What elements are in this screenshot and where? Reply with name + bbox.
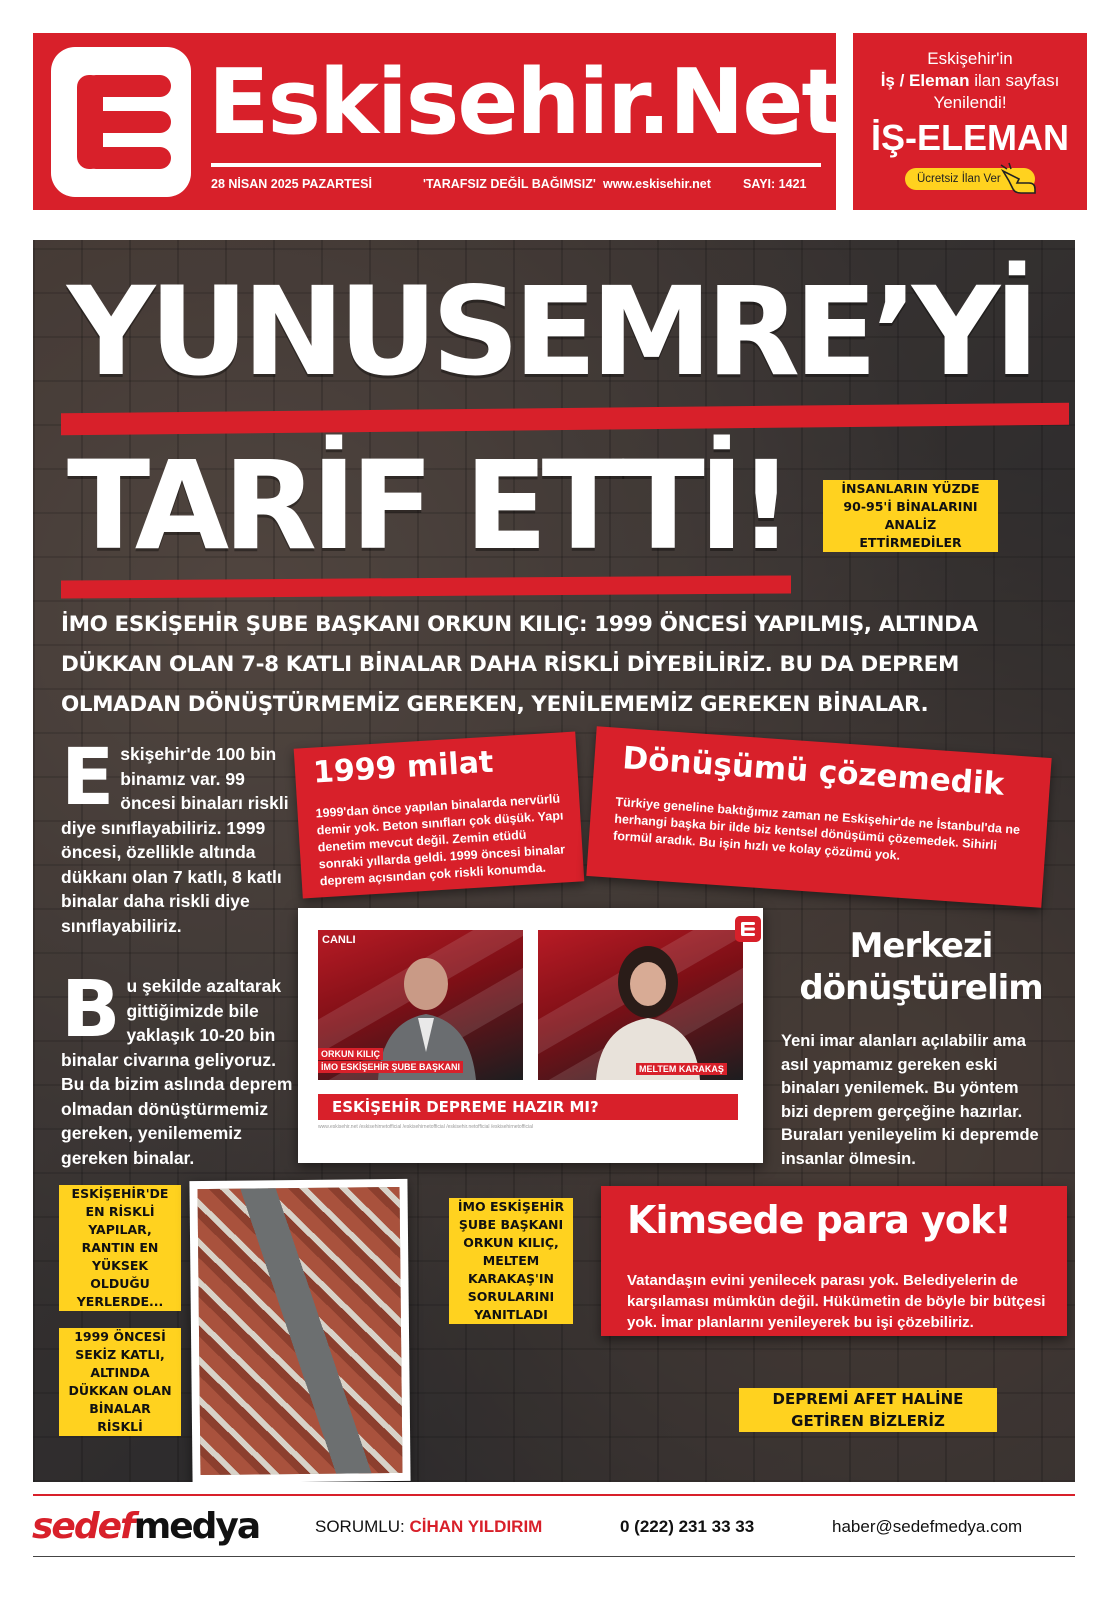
logo-part-1: sedef bbox=[32, 1506, 134, 1547]
tag-line: 1999 ÖNCESİ bbox=[74, 1329, 166, 1344]
box-body: 1999'dan önce yapılan binalarda nervürlü demir yok. Beton sınıfları çok düşük. Yapı denetim mevcut değil. Zemin etüdü sonraki yıllarda geldi. 1999 öncesi binalar deprem açısından çok riskli konumda. bbox=[315, 791, 566, 889]
left-column-paragraph-1 bbox=[61, 733, 301, 938]
merkezi-body: Yeni imar alanları açılabilir ama asıl yapmamız gereken eski binaları yenilemek. Bu yöntem bizi deprem gerçeğine hazırlar. Buraları yenileyelim ki depremde insanlar ölmesin. bbox=[781, 1032, 1039, 1168]
footer-top-rule bbox=[33, 1494, 1075, 1496]
tag-line: ALTINDA bbox=[90, 1365, 150, 1380]
tag-line: İNSANLARIN YÜZDE bbox=[841, 481, 980, 496]
ad-headline: İŞ-ELEMAN bbox=[871, 117, 1069, 158]
brand-name: Eskisehir.Net bbox=[208, 50, 843, 155]
box-body: Vatandaşın evini yenilecek parası yok. Belediyelerin de karşılaması mümkün değil. Hükümetin de böyle bir bütçesi yok. İmar planlarını yenileyerek bu işi çözebiliriz. bbox=[627, 1272, 1046, 1331]
ad-line-3: Yenilendi! bbox=[933, 93, 1007, 112]
email-link[interactable]: haber@sedefmedya.com bbox=[832, 1517, 1023, 1536]
merkezi-title-line-1: Merkezi bbox=[849, 926, 993, 966]
masthead bbox=[33, 33, 843, 210]
tag-line: ETTİRMEDİLER bbox=[859, 535, 962, 550]
merkezi-title bbox=[781, 925, 1061, 1009]
ad-line-1: Eskişehir'in bbox=[927, 49, 1013, 68]
tag-line: GETİREN BİZLERİZ bbox=[791, 1412, 945, 1430]
host-silhouette-icon bbox=[578, 946, 718, 1080]
free-ad-button[interactable]: Ücretsiz İlan Ver bbox=[905, 168, 1035, 190]
tag-line: KARAKAŞ'IN bbox=[468, 1271, 554, 1286]
tv-guest-screen bbox=[318, 930, 523, 1080]
box-title: Kimsede para yok! bbox=[627, 1198, 1011, 1242]
headline-line-2: TARİF ETTİ! bbox=[67, 435, 788, 577]
live-label: CANLI bbox=[322, 934, 356, 946]
box-kimsede-para-yok bbox=[601, 1186, 1067, 1336]
tag-line: ŞUBE BAŞKANI bbox=[458, 1217, 564, 1232]
tag-line: BİNALAR bbox=[89, 1401, 151, 1416]
ad-line-2-bold: İş / Eleman bbox=[880, 71, 970, 90]
tag-line: OLDUĞU bbox=[90, 1276, 150, 1291]
box-body: Türkiye geneline baktığımız zaman ne Eskişehir'de ne İstanbul'da ne herhangi başka bir ilde biz kentsel dönüşümü çözemedek. Sihirli formül aradık. Bu işin hızlı ve kolay çözümü yok. bbox=[612, 794, 1021, 863]
pointing-hand-icon bbox=[999, 161, 1043, 197]
tag-disaster bbox=[739, 1388, 997, 1432]
paragraph-text: skişehir'de 100 bin binamız var. 99 öncesi binaları riskli diye sınıflayabiliriz. 1999 öncesi, özellikle altında dükkanı olan 7 katlı, 8 katlı binalar daha riskli diye sınıflayabiliriz. bbox=[61, 744, 289, 936]
tag-line: RİSKLİ bbox=[97, 1419, 143, 1434]
motto: 'TARAFSIZ DEĞİL BAĞIMSIZ' bbox=[423, 177, 596, 191]
tag-riskiest bbox=[59, 1185, 181, 1311]
host-name: MELTEM KARAKAŞ bbox=[636, 1063, 727, 1075]
headline-line-1: YUNUSEMRE’Yİ bbox=[67, 261, 1034, 403]
guest-name: ORKUN KILIÇ bbox=[318, 1048, 383, 1060]
job-ad[interactable] bbox=[853, 33, 1087, 210]
ad-line-2-rest: ilan sayfası bbox=[969, 71, 1060, 90]
tag-line: ORKUN KILIÇ, bbox=[463, 1235, 559, 1250]
eskisehir-e-logo-icon bbox=[735, 916, 761, 942]
tag-line: 90-95'İ BİNALARINI bbox=[843, 499, 978, 514]
tag-line: DEPREMİ AFET HALİNE bbox=[772, 1390, 964, 1408]
ad-line-2 bbox=[853, 71, 1087, 91]
tag-line: EN RİSKLİ bbox=[85, 1204, 155, 1219]
tag-line: ANALİZ bbox=[884, 517, 937, 532]
box-title: 1999 milat bbox=[312, 744, 495, 791]
footer-bottom-rule bbox=[33, 1556, 1075, 1557]
sedef-medya-logo bbox=[32, 1505, 272, 1549]
box-donusum bbox=[586, 726, 1051, 907]
tv-footer: www.eskisehir.net /eskisehirnetofficial /eskisehirnetofficial /eskisehir.netofficial /eskisehirnetofficial bbox=[318, 1124, 534, 1130]
tag-answered bbox=[449, 1198, 573, 1324]
subheadline: İMO ESKİŞEHİR ŞUBE BAŞKANI ORKUN KILIÇ: 1999 ÖNCESİ YAPILMIŞ, ALTINDA DÜKKAN OLAN 7-8 KATLI BİNALAR DAHA RİSKLİ DİYEBİLİRİZ. BU DA DEPREM OLMADAN DÖNÜŞTÜRMEMİZ GEREKEN, YENİLEMEMİZ GEREKEN BİNALAR. bbox=[61, 612, 978, 717]
tag-line: SEKİZ KATLI, bbox=[75, 1347, 165, 1362]
tag-line: İMO ESKİŞEHİR bbox=[457, 1199, 565, 1214]
box-1999-milat bbox=[294, 732, 585, 899]
issue-number: SAYI: 1421 bbox=[743, 177, 807, 191]
tag-line: MELTEM bbox=[482, 1253, 540, 1268]
tag-line: YANITLADI bbox=[474, 1307, 548, 1322]
tag-line: YÜKSEK bbox=[91, 1258, 149, 1273]
tag-line: ESKİŞEHİR'DE bbox=[71, 1186, 169, 1201]
tv-screenshot bbox=[298, 908, 763, 1163]
tv-host-screen bbox=[538, 930, 743, 1080]
box-title: Dönüşümü çözemedik bbox=[621, 740, 1006, 803]
phone-number[interactable]: 0 (222) 231 33 33 bbox=[620, 1517, 755, 1536]
tag-line: SORULARINI bbox=[467, 1289, 555, 1304]
left-column-paragraph-2 bbox=[61, 965, 301, 1170]
tag-analysis bbox=[823, 480, 998, 552]
tag-pre1999 bbox=[59, 1328, 181, 1436]
paragraph-text: u şekilde azaltarak gittiğimizde bile yaklaşık 10-20 bin binalar civarına geliyoruz. Bu da bizim aslında deprem olmadan dönüştürmemiz gereken, yenilememiz gereken binalar. bbox=[61, 976, 293, 1168]
front-page-panel bbox=[33, 240, 1075, 1482]
drop-cap: E bbox=[61, 733, 115, 823]
merkezi-title-line-2: dönüştürelim bbox=[799, 968, 1043, 1008]
website-link[interactable]: www.eskisehir.net bbox=[603, 177, 711, 191]
issue-date: 28 NİSAN 2025 PAZARTESİ bbox=[211, 177, 372, 191]
tag-line: RANTIN EN bbox=[81, 1240, 159, 1255]
drop-cap: B bbox=[61, 965, 121, 1055]
aerial-photo bbox=[189, 1179, 410, 1482]
aerial-photo-image bbox=[198, 1187, 403, 1475]
responsible bbox=[315, 1517, 542, 1537]
responsible-name: CİHAN YILDIRIM bbox=[409, 1517, 543, 1536]
masthead-divider bbox=[211, 163, 821, 167]
tag-line: YERLERDE... bbox=[76, 1294, 164, 1309]
guest-title: İMO ESKİŞEHİR ŞUBE BAŞKANI bbox=[318, 1061, 463, 1073]
tag-line: DÜKKAN OLAN bbox=[68, 1383, 172, 1398]
eskisehir-logo-icon bbox=[51, 47, 191, 197]
masthead-meta bbox=[211, 177, 821, 197]
tag-line: YAPILAR, bbox=[88, 1222, 152, 1237]
responsible-label: SORUMLU: bbox=[315, 1517, 405, 1536]
tv-banner: ESKİŞEHİR DEPREME HAZIR MI? bbox=[318, 1094, 738, 1120]
logo-part-2: medya bbox=[133, 1506, 260, 1547]
